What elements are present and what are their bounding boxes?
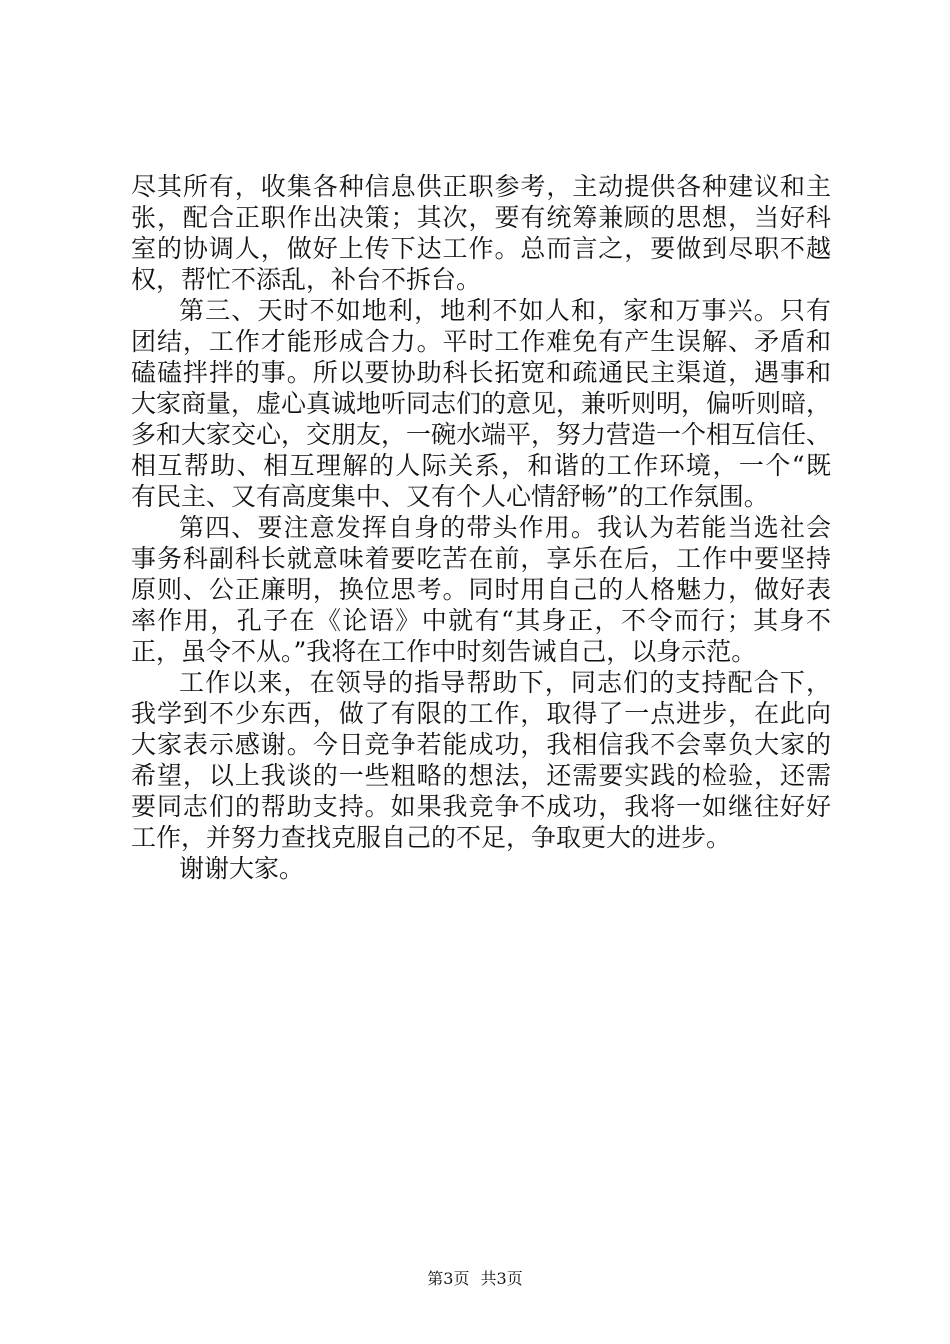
page-number: 第3页 [427, 1269, 470, 1288]
text-line: 我学到不少东西，做了有限的工作，取得了一点进步，在此向 [131, 699, 831, 728]
text-line: 希望，以上我谈的一些粗略的想法，还需要实践的检验，还需 [131, 761, 831, 790]
text-line: 正，虽令不从。”我将在工作中时刻告诫自己，以身示范。 [131, 637, 757, 666]
text-line: 相互帮助、相互理解的人际关系，和谐的工作环境，一个“既 [131, 451, 831, 480]
text-line: 多和大家交心，交朋友，一碗水端平，努力营造一个相互信任、 [131, 420, 832, 449]
text-line: 谢谢大家。 [179, 854, 305, 883]
text-line: 磕磕拌拌的事。所以要协助科长拓宽和疏通民主渠道，遇事和 [131, 358, 831, 387]
text-line: 事务科副科长就意味着要吃苦在前，享乐在后，工作中要坚持 [131, 544, 831, 573]
text-line: 团结，工作才能形成合力。平时工作难免有产生误解、矛盾和 [131, 327, 831, 356]
page-footer [0, 1269, 950, 1289]
text-line: 工作以来，在领导的指导帮助下，同志们的支持配合下， [179, 668, 831, 697]
text-line: 室的协调人，做好上传下达工作。总而言之，要做到尽职不越 [131, 234, 831, 263]
text-line: 张，配合正职作出决策；其次，要有统筹兼顾的思想，当好科 [131, 203, 831, 232]
text-line: 尽其所有，收集各种信息供正职参考，主动提供各种建议和主 [131, 172, 831, 201]
text-line: 大家商量，虚心真诚地听同志们的意见，兼听则明，偏听则暗， [131, 389, 832, 418]
text-line: 大家表示感谢。今日竞争若能成功，我相信我不会辜负大家的 [131, 730, 831, 759]
text-line: 工作，并努力查找克服自己的不足，争取更大的进步。 [131, 823, 732, 852]
text-line: 原则、公正廉明，换位思考。同时用自己的人格魅力，做好表 [131, 575, 831, 604]
text-line: 第四、要注意发挥自身的带头作用。我认为若能当选社会 [179, 513, 831, 542]
document-body [131, 171, 831, 884]
text-line: 权，帮忙不添乱，补台不拆台。 [131, 265, 482, 294]
text-line: 有民主、又有高度集中、又有个人心情舒畅”的工作氛围。 [131, 482, 769, 511]
text-line: 率作用，孔子在《论语》中就有“其身正，不令而行；其身不 [131, 606, 831, 635]
page-total: 共3页 [480, 1269, 523, 1288]
text-line: 要同志们的帮助支持。如果我竞争不成功，我将一如继往好好 [131, 792, 831, 821]
text-line: 第三、天时不如地利，地利不如人和，家和万事兴。只有 [179, 296, 831, 325]
